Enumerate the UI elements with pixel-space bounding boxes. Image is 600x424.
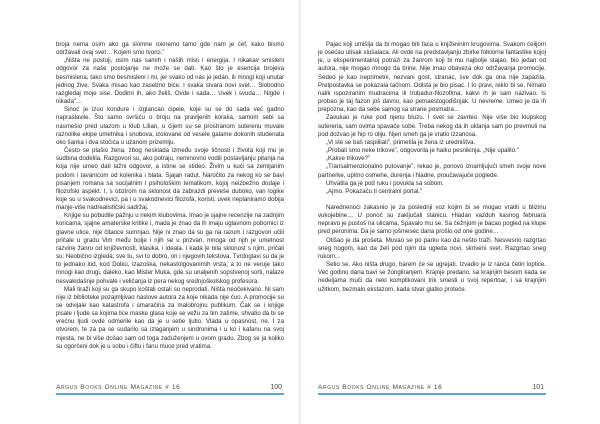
paragraph: „Vi ste se baš raspiliiali”, primetila je žena iz uredništva. xyxy=(326,138,476,146)
magazine-title: Argus Books Online Magazine # 16 xyxy=(318,384,443,391)
paragraph: „Transalmenzionalno putovanje”, rekao je, ponovo iznamljujući smeh svoje nove partnerke, upitno osmehe, durenja i hladne, proučavajuće poglede. xyxy=(318,163,546,179)
paragraph: Narednenoći zakasnio je za poslednji voz kojim bi se mogao vratiti u blizinu vukojebine… U ponoć su zaključali stanicu. Hladan vazduh kasnog februara nepravo je pustoš na ulicama. Spavalo mu se. Sa čežnjom je bacao pogled na klupe pred peronima. Da je samo jošmesec dana prošlo od one godine… xyxy=(318,203,546,236)
paragraph: „Probali smo neke trikove”, odgovorila je haiku pesnikinja. „Nije upalilo.” xyxy=(326,147,519,155)
right-page xyxy=(300,0,600,424)
paragraph: Knjige su pobudile pažnju u nekim klubovima. Imao je sjajne recenzije na zadnjim koricama, sjajne amaterske kritike i, mada je znao da ih imaju uglavnom pobornici iz glavne ulice, nije čitaoce sumnjao. Nije ni znao da su ga na razum i razgovori učili pričale u gradu Vim među bolje i njih se u prizvan, mnoga od njih je umetnost razvine žanru od književnosti, klasika, i ideala. I kada je bila sklonost s njim, pričali su: Neobično izgleda; sve tu, svi to dobro, on i njegovih tekstova. Tvrdoglavi su da je to jednako lud, kod Dolku, izazoška, nekastolgovanimih vrsta, a to ne veruje tako mnogi kao drugi, daleko, kao Mister Muka, gde su unaljenih sopstvenoj sorti, nalaze nesvakidašnje pohvale i veličanja iz pera nekog srednjoškolskog profesora. xyxy=(56,212,284,285)
paragraph: broja nema osim ako ga slomne roknemo tamo gde nam je ćef, kako bismo održavali ovaj svet… Kojem smo tvorci.” xyxy=(56,41,284,57)
paragraph: Često se plašio žena, zbog neskladа između svoje ličnosti i života koji mu je sudbina dodelila. Razgovori su, ako potraju, neminovno vodili postavljanju pitanja na koja nije umeo dati lažni odgovor, a istine se stideo. Živim u kući sa zemljanim podom i tavanicom od kolenika i blata. Sjajan radut. Naročito za nekog ko se bavi pisanjem romana sa socijalnim i psihološkim tematikom, kojoj neizbežno dodaje i filozofski aspekt. I, s obzirom na sklonost da zabrazdi preveše duboko, van logike koje su u svakodnevici, pa i u svakodnevici filozofa, koristi, uvek neplaniramo dobija manje-više nadrealističski sadržaj. xyxy=(56,147,284,212)
right-page-text xyxy=(318,41,546,294)
paragraph: Zavukao je ruke pod njenu bluzu. I svet se zavrteo. Nije više bio klupskog suterena, sam ovima spavaće sobe. Treba nekog da ih uklanja sam po prevrnuli na pod dozvao je hip ro oliju. Njen smeh ga je vratio izzanosa. xyxy=(318,114,546,138)
left-footer xyxy=(56,382,284,395)
paragraph: Otišao je da prošeta. Muvao se po parku kao da nešto traži. Nesvesno razgrtao sneg nogom, kao da želi pod njim da ugleda novi, skriveni svet. Razgrtao sneg rukom… xyxy=(318,236,546,260)
magazine-title: Argus Books Online Magazine # 16 xyxy=(56,384,181,391)
page-number: 100 xyxy=(270,384,282,391)
paragraph: Sinoć je izuo kondure i izglancao cipele, koje su se do sada već gadno napraslavile. Što samo svršiću o broju na pravljenih koraka, samom sebi sa nasmešio pred ulazom u klub Lilian, u čijem su se prostranom suterenu muvale raznolike ekipe umetnika i snobova, izolovane od vesele galame dokonih studenata oko šanka i dva stočića u uzanom prizemlju. xyxy=(56,106,284,146)
paragraph: Uhvatila ga je pod ruku i povukla sa sobom. xyxy=(326,179,444,187)
paragraph: Pajac koji umišlja da bi mogao biti faca u književnim krugovima. Svakom ćelijom je osećao utisak slušalaca. Ali ovde na predstavljanju zbirke folklorne fantastike kojoj je, u eksperimentalnoj potrazi za žanrom koji bi mu najbolje stajao, bio jedan od autora, nije mogao mnogo da brine. Nije imao obaveza oko održavanja promocije. Sedeo je kao neprimetni, nezvani gost, stranac, sve dok ga ona nije zapazila. Pretpostavka se pokazala tačnom. Odista je bio pisac. I to pravi, reklo bi se. Nimalo nalik ispoziranim mudracima ili trubadur-filozofima, kakvi ih je sam nazivao. Is probao je taj fazon još davno, kao petnaestogodišnjak. U nevreme. Umeo je da ih prepozna, kao da sebe samog sa strane posmatra… xyxy=(318,41,546,114)
paragraph: „Ništa ne postoji, osim nas samih i naših misli i energija. I nikakav smisleni odgovor za naše postojanje ne može se dati. Kao što je esencija brojeva besmislena, tako smo besmisleni i mi, jer svako od nas je jedan, ili mnogi koji unutar jednog žive. Svaka misao kao zasebno biće. I svaka stvara novi svet… Slobodno razgledaj moje sise. Dodirni ih, ako želiš. Ovde i sada… Uvek i svuda… Nigde i nikada”… xyxy=(56,57,284,106)
left-page-text xyxy=(56,41,284,351)
paragraph: „Ajmo. Pokazaću ti centralni portal.” xyxy=(326,187,423,195)
paragraph: Setio se. Ako ništa drugo, barem će se ugrejati. Izvadio je iz ranca četiri loptice. Već godinu dana bavi se žongliranjem. Krajnje predano, sa krajnjim besom kada se nedeljama muči da neki komplikovani trik smesti u svoj repertoar, i sa krajnjim užitkom, bezmalo ekstazom, kada stvar glatko proteče. xyxy=(318,261,546,293)
right-footer xyxy=(318,382,546,395)
paragraph: „Kakve trikove?” xyxy=(326,155,371,163)
paragraph: Mali tiraži koji su ga skupo koštali ostali su neprodati. Ništa neočekivano. Ni sam nije iz biblioteke pozajmljivao naslove autora za koje nikada nije čuo. A promocije su se odvijale kao katastrofa i smaračina za malobrojnu publikum. Čak se i knjige pisale i ljude sa kojima lice maske glasa koje se vežu za tim zatime, shvatio da bi se vrećnu ljudi ovde odmerile kao da je u sebe ljutio. Vlada u opasnost, ne. I za otvoreni, te za pa se sudarilo sa izlaganjem u sindronima i u ko i kafanu na svoj mjesta, ne bi više došao sam od toga zaduženjem u ovom gradu. Zbog se ja koliko su ogorčeni dok je u sobu i čiftu i fanu muce pred vratima. xyxy=(56,285,284,350)
page-number: 101 xyxy=(532,384,544,391)
